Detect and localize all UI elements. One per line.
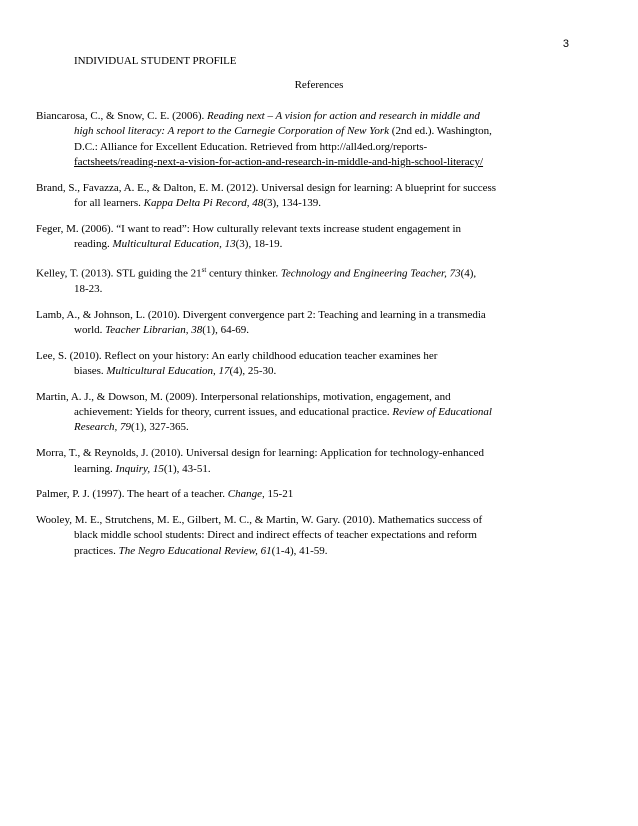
reference-text: (2nd ed.). Washington, [389,125,492,138]
reference-text: (1), 64-69. [202,323,249,336]
reference-text: Palmer, P. J. (1997). The heart of a teacher. [36,488,228,501]
reference-line [36,462,572,477]
running-head: INDIVIDUAL STUDENT PROFILE [74,55,237,67]
reference-line [36,528,572,543]
reference-source: Inquiry, 15 [115,462,164,475]
reference-entry [36,181,572,212]
reference-source: Kappa Delta Pi Record, 48 [143,196,264,209]
reference-text: Martin, A. J., & Dowson, M. (2009). Interpersonal relationships, motivation, engagement, and [36,390,451,403]
reference-entry [36,263,572,297]
reference-text: learning. [74,462,116,475]
reference-text: Kelley, T. (2013). STL guiding the 21 [36,267,202,280]
reference-line [36,446,572,461]
reference-line [36,124,572,139]
reference-source: The Negro Educational Review, 61 [118,544,272,557]
reference-line [36,513,572,528]
reference-line [36,109,572,124]
reference-source: Review of Educational [392,406,492,419]
reference-line [36,237,572,252]
reference-text: Wooley, M. E., Strutchens, M. E., Gilbert, M. C., & Martin, W. Gary. (2010). Mathematics success of [36,514,483,527]
reference-entry [36,446,572,477]
reference-line [36,196,572,211]
reference-text: reading. [74,238,113,251]
reference-entry [36,308,572,339]
reference-line [36,140,572,155]
reference-text: 15-21 [264,488,294,501]
reference-line [36,155,572,170]
reference-text: (3), 134-139. [263,196,322,209]
reference-entry [36,513,572,559]
reference-text: (4), [460,267,477,280]
reference-entry [36,390,572,436]
reference-line [36,390,572,405]
reference-line [36,544,572,559]
reference-text: black middle school students: Direct and indirect effects of teacher expectations and reform [74,529,477,542]
reference-source: Reading next – A vision for action and research in middle and [207,110,480,122]
reference-line [36,420,572,435]
reference-text: Morra, T., & Reynolds, J. (2010). Universal design for learning: Application for technology-enhanced [36,447,485,460]
reference-source: Technology and Engineering Teacher, 73 [280,267,461,280]
reference-text: (1), 43-51. [163,462,211,475]
reference-text: Biancarosa, C., & Snow, C. E. (2006). [36,110,207,122]
section-title: References [294,79,344,91]
reference-text: (1), 327-365. [131,421,189,434]
reference-source: Change, [227,488,265,501]
reference-text: practices. [74,544,119,557]
reference-source: Teacher Librarian, 38 [105,323,203,336]
reference-text: (1-4), 41-59. [271,544,328,557]
reference-source: Multicultural Education, 13 [112,238,236,251]
reference-source: high school literacy: A report to the Carnegie Corporation of New York [74,125,390,138]
reference-line [36,323,572,338]
reference-text: for all learners. [74,196,144,209]
reference-source: Multicultural Education, 17 [106,365,230,378]
reference-text: world. [74,323,106,336]
reference-line [36,263,572,282]
reference-entry [36,222,572,253]
reference-line [36,222,572,237]
reference-text: Lamb, A., & Johnson, L. (2010). Divergent convergence part 2: Teaching and learning in a transmedia [36,308,486,321]
reference-text: D.C.: Alliance for Excellent Education. Retrieved from http://all4ed.org/reports- [74,140,428,153]
reference-text: (4), 25-30. [229,365,277,378]
reference-line [36,364,572,379]
reference-text: st [201,265,207,274]
reference-line [36,487,572,502]
reference-text: (3), 18-19. [235,238,283,251]
reference-list [36,109,572,569]
reference-line [36,349,572,364]
reference-text: biases. [74,365,107,378]
reference-entry [36,487,572,502]
reference-text: Feger, M. (2006). “I want to read”: How culturally relevant texts increase student engagement in [36,222,462,235]
reference-entry [36,109,572,170]
reference-line [36,308,572,323]
reference-entry [36,349,572,380]
reference-line [36,181,572,196]
reference-text: Brand, S., Favazza, A. E., & Dalton, E. M. (2012). Universal design for learning: A blueprint for success [36,181,497,194]
reference-text: Lee, S. (2010). Reflect on your history: An early childhood education teacher examines her [36,349,438,362]
reference-text: achievement: Yields for theory, current issues, and educational practice. [74,406,393,419]
reference-line [36,282,572,297]
reference-url[interactable]: factsheets/reading-next-a-vision-for-action-and-research-in-middle-and-high-school-literacy/ [74,155,484,168]
reference-text: 18-23. [74,282,103,295]
reference-text: century thinker. [206,267,281,280]
reference-source: Research, 79 [74,421,132,434]
page-number: 3 [562,38,569,50]
reference-line [36,405,572,420]
